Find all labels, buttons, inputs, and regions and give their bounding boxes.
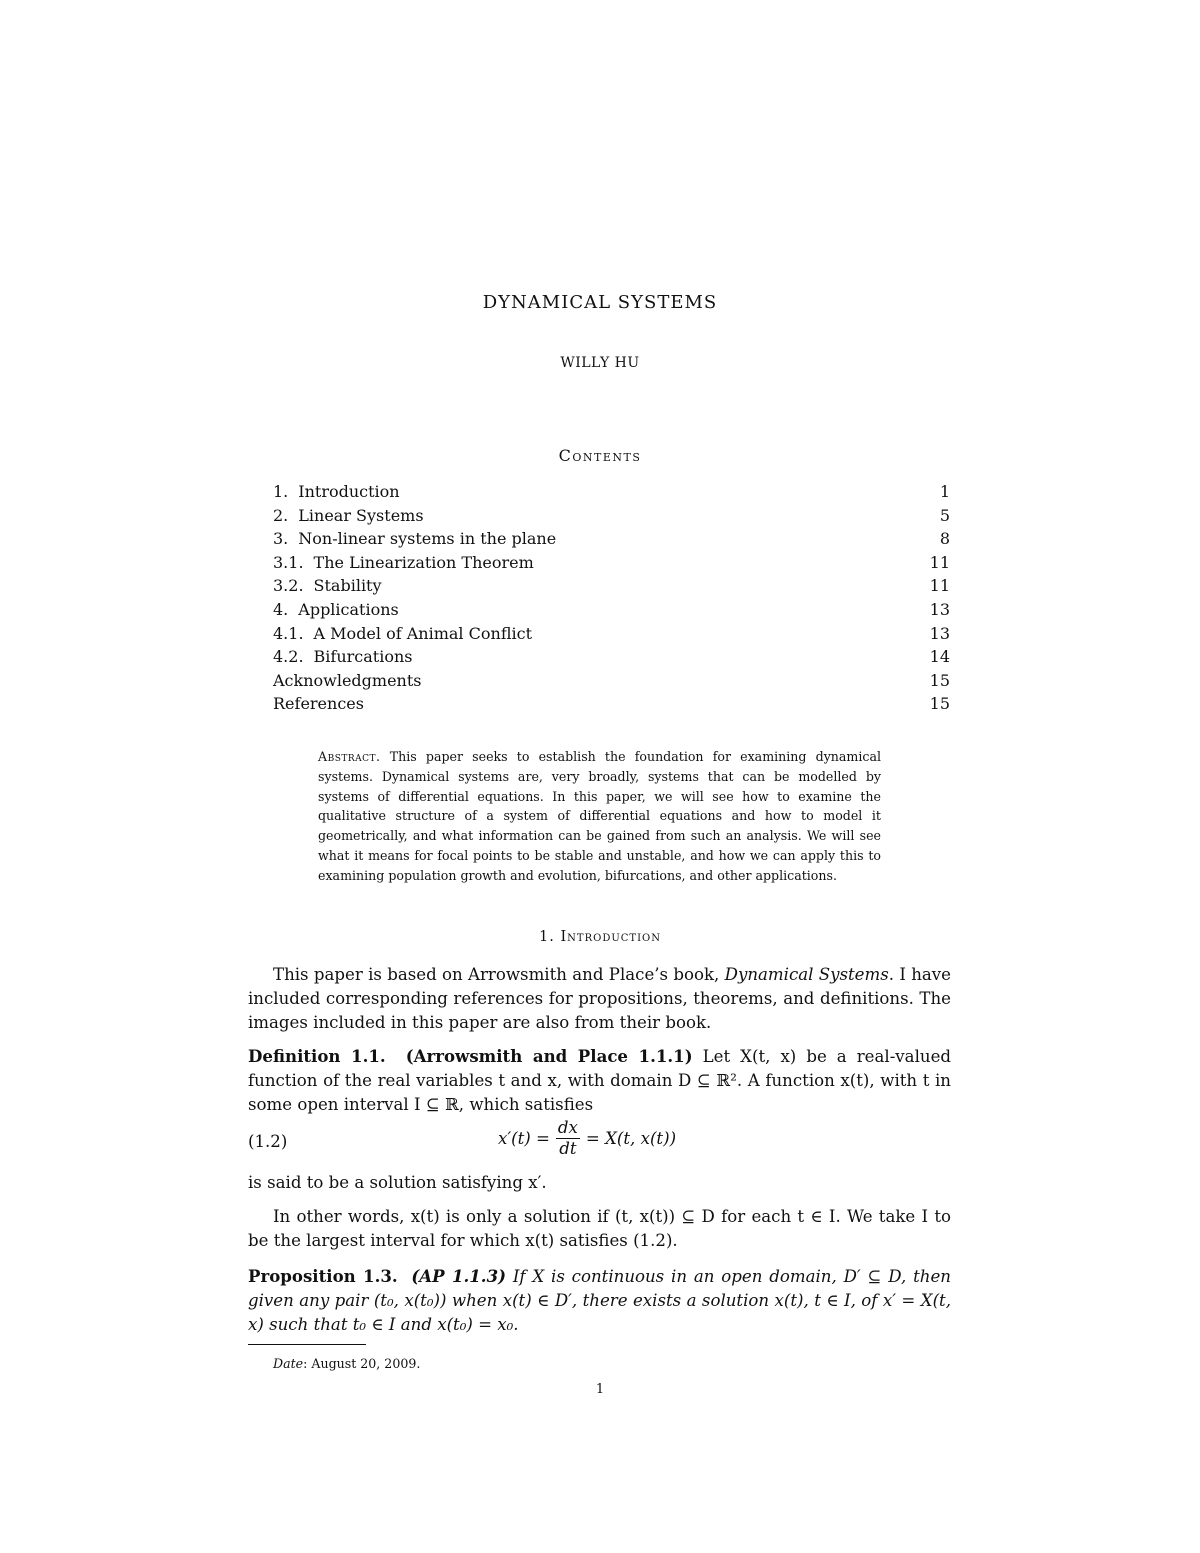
toc-number: 4.2. xyxy=(273,647,304,667)
toc-page: 1 xyxy=(939,482,950,501)
abstract xyxy=(318,747,881,886)
toc-entry[interactable] xyxy=(273,527,950,551)
toc-page: 8 xyxy=(939,529,950,549)
toc-page: 11 xyxy=(929,576,950,596)
toc-page: 14 xyxy=(929,647,950,667)
toc-page: 13 xyxy=(929,623,950,643)
toc-page: 13 xyxy=(929,599,950,619)
footnote-text: : August 20, 2009. xyxy=(303,1356,421,1371)
fraction-numerator: dx xyxy=(557,1118,578,1137)
toc-label: Introduction xyxy=(298,482,400,501)
definition-block xyxy=(248,1044,951,1117)
toc-entry[interactable] xyxy=(273,645,950,669)
equation-number: (1.2) xyxy=(248,1132,288,1151)
proposition-label: Proposition 1.3. xyxy=(248,1266,398,1286)
toc-page: 5 xyxy=(939,505,950,525)
toc-number: 4.1. xyxy=(273,623,304,643)
toc-page: 15 xyxy=(929,694,950,714)
proposition-block xyxy=(248,1264,951,1337)
toc-page: 11 xyxy=(929,552,950,572)
contents-heading: Contents xyxy=(558,446,642,465)
page-number: 1 xyxy=(595,1382,605,1397)
toc-entry[interactable] xyxy=(273,692,950,716)
abstract-heading: Abstract. xyxy=(318,749,381,764)
toc-label: The Linearization Theorem xyxy=(313,552,534,572)
toc-label: Stability xyxy=(313,576,382,596)
footnote xyxy=(273,1356,420,1371)
toc-number: 2. xyxy=(273,505,289,525)
paper-title: DYNAMICAL SYSTEMS xyxy=(482,292,718,313)
equation-fraction xyxy=(556,1118,580,1159)
toc-label: Non-linear systems in the plane xyxy=(298,529,557,549)
toc-label: Linear Systems xyxy=(298,505,424,525)
toc-entry[interactable] xyxy=(273,574,950,598)
fraction-denominator: dt xyxy=(559,1139,577,1158)
table-of-contents xyxy=(273,480,950,716)
toc-number: 1. xyxy=(273,482,289,501)
proposition-reference: (AP 1.1.3) xyxy=(411,1266,506,1286)
definition-body: Let X(t, x) be a real-valued function of the real variables t and x, with domain D ⊆ ℝ². A function x(t), with t in some open interval I ⊆ ℝ, which satisfies xyxy=(248,1047,952,1114)
definition-label: Definition 1.1. xyxy=(248,1046,386,1066)
definition-reference: (Arrowsmith and Place 1.1.1) xyxy=(405,1046,693,1066)
toc-entry[interactable] xyxy=(273,598,950,622)
equation-rhs: = X(t, x(t)) xyxy=(585,1129,677,1148)
toc-entry[interactable] xyxy=(273,551,950,575)
intro-text: This paper is based on Arrowsmith and Place’s book, xyxy=(273,965,725,984)
toc-page: 15 xyxy=(929,670,950,690)
toc-label: Applications xyxy=(298,599,399,619)
toc-label: Acknowledgments xyxy=(273,670,422,690)
toc-number: 4. xyxy=(273,599,289,619)
footnote-rule xyxy=(248,1344,366,1345)
solution-sentence: is said to be a solution satisfying x′. xyxy=(248,1173,547,1192)
proposition-body: If X is continuous in an open domain, D′ ⊆ D, then given any pair (t₀, x(t₀)) when x(t) ∈ D′, there exists a solution x(t), t ∈ I, of x′ = X(t, x) such that t₀ ∈ I and x(t₀) = x₀. xyxy=(248,1267,951,1334)
other-words-paragraph: In other words, x(t) is only a solution if (t, x(t)) ⊆ D for each t ∈ I. We take I to be the largest interval for which x(t) satisfies (1.2). xyxy=(248,1207,951,1250)
section-heading: 1. Introduction xyxy=(539,929,661,945)
toc-number: 3. xyxy=(273,529,289,549)
toc-entry[interactable] xyxy=(273,669,950,693)
abstract-text: This paper seeks to establish the foundation for examining dynamical systems. Dynamical systems are, very broadly, systems that can be modelled by systems of differential equations. In this paper, we will see how to examine the qualitative structure of a system of differential equations and how to model it geometrically, and what information can be gained from such an analysis. We will see what it means for focal points to be stable and unstable, and how we can apply this to examining population growth and evolution, bifurcations, and other applications. xyxy=(318,749,881,883)
toc-number: 3.2. xyxy=(273,576,304,596)
paper-author: WILLY HU xyxy=(560,355,640,371)
intro-text-cont: . I have included corresponding references for propositions, theorems, and definitions. The images included in this paper are also from their book. xyxy=(248,965,951,1032)
toc-entry[interactable] xyxy=(273,480,950,504)
book-title: Dynamical Systems xyxy=(724,965,889,984)
intro-paragraph xyxy=(248,963,951,1035)
toc-label: A Model of Animal Conflict xyxy=(313,623,532,643)
equation xyxy=(498,1118,676,1159)
toc-entry[interactable] xyxy=(273,504,950,528)
toc-label: Bifurcations xyxy=(313,647,413,667)
equation-lhs: x′(t) = xyxy=(498,1129,550,1148)
toc-label: References xyxy=(273,694,364,714)
toc-entry[interactable] xyxy=(273,622,950,646)
toc-number: 3.1. xyxy=(273,552,304,572)
footnote-label: Date xyxy=(273,1356,304,1371)
